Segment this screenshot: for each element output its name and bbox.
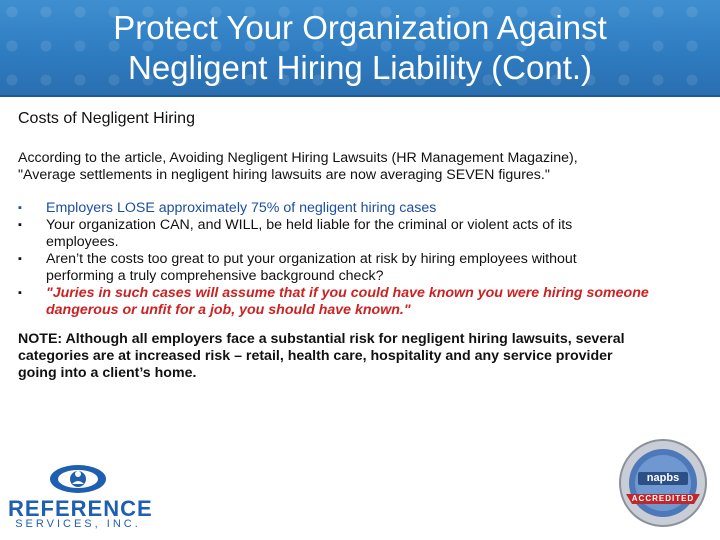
company-logo <box>8 462 153 530</box>
section-heading: Costs of Negligent Hiring <box>18 110 195 127</box>
logo-subtitle: SERVICES, INC. <box>15 518 141 530</box>
title-line-2: Negligent Hiring Liability (Cont.) <box>127 49 593 86</box>
title-line-1: Protect Your Organization Against <box>113 9 607 46</box>
bullet-text: "Juries in such cases will assume that if you could have known you were hiring someone <box>46 285 649 301</box>
bullet-icon: ▪ <box>18 202 22 214</box>
accreditation-seal <box>618 438 708 528</box>
logo-brand-text: REFERENCE <box>8 496 153 521</box>
bullet-icon: ▪ <box>18 219 22 231</box>
note-line-2: categories are at increased risk – retail, health care, hospitality and any service provider <box>18 348 613 364</box>
note-line-1: NOTE: Although all employers face a substantial risk for negligent hiring lawsuits, several <box>18 331 625 347</box>
intro-paragraph <box>18 150 708 184</box>
eye-logo-icon <box>48 462 108 496</box>
bullet-icon: ▪ <box>18 287 22 299</box>
list-item <box>18 200 708 217</box>
list-item <box>18 217 708 251</box>
bullet-text: Aren’t the costs too great to put your organization at risk by hiring employees without <box>46 251 577 267</box>
bullet-icon: ▪ <box>18 253 22 265</box>
slide-title <box>0 8 720 88</box>
note-paragraph <box>18 331 708 382</box>
list-item <box>18 285 708 319</box>
note-line-3: going into a client’s home. <box>18 365 197 381</box>
bullet-text: performing a truly comprehensive background check? <box>46 268 384 284</box>
seal-ribbon-text: ACCREDITED <box>631 494 695 503</box>
title-banner <box>0 0 720 97</box>
bullet-list <box>18 200 708 319</box>
seal-name: napbs <box>646 472 680 484</box>
slide-body <box>18 110 708 382</box>
bullet-text: Your organization CAN, and WILL, be held liable for the criminal or violent acts of its <box>46 217 573 233</box>
list-item <box>18 251 708 285</box>
bullet-text: dangerous or unfit for a job, you should have known." <box>46 302 411 318</box>
bullet-text: Employers LOSE approximately 75% of negligent hiring cases <box>46 200 437 216</box>
intro-line-1: According to the article, Avoiding Negligent Hiring Lawsuits (HR Management Magazine), <box>18 150 578 166</box>
intro-line-2: "Average settlements in negligent hiring lawsuits are now averaging SEVEN figures." <box>18 167 550 183</box>
bullet-text: employees. <box>46 234 119 250</box>
